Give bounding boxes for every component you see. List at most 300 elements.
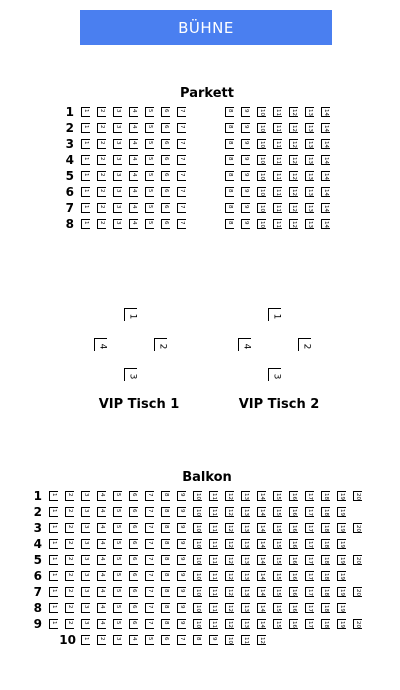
- parkett-seat[interactable]: [257, 139, 266, 149]
- balkon-seat[interactable]: [65, 491, 74, 501]
- parkett-seat[interactable]: [321, 139, 330, 149]
- balkon-seat[interactable]: [257, 603, 266, 613]
- balkon-seat[interactable]: [145, 587, 154, 597]
- parkett-seat[interactable]: [97, 139, 106, 149]
- balkon-seat[interactable]: [161, 603, 170, 613]
- parkett-seat[interactable]: [225, 203, 234, 213]
- parkett-seat[interactable]: [145, 203, 154, 213]
- balkon-seat[interactable]: [49, 603, 58, 613]
- parkett-seat[interactable]: [81, 203, 90, 213]
- parkett-seat[interactable]: [177, 139, 186, 149]
- parkett-seat[interactable]: [321, 107, 330, 117]
- balkon-seat[interactable]: [129, 635, 138, 645]
- parkett-seat[interactable]: [81, 171, 90, 181]
- balkon-seat[interactable]: [289, 603, 298, 613]
- parkett-seat[interactable]: [177, 123, 186, 133]
- balkon-seat[interactable]: [273, 539, 282, 549]
- balkon-seat[interactable]: [81, 539, 90, 549]
- balkon-seat[interactable]: [289, 507, 298, 517]
- balkon-seat[interactable]: [49, 619, 58, 629]
- balkon-seat[interactable]: [257, 635, 266, 645]
- balkon-seat[interactable]: [161, 491, 170, 501]
- balkon-seat[interactable]: [113, 571, 122, 581]
- balkon-seat[interactable]: [289, 523, 298, 533]
- parkett-seat[interactable]: [113, 203, 122, 213]
- balkon-seat[interactable]: [337, 507, 346, 517]
- parkett-seat[interactable]: [113, 123, 122, 133]
- balkon-seat[interactable]: [65, 539, 74, 549]
- parkett-seat[interactable]: [241, 203, 250, 213]
- parkett-seat[interactable]: [273, 107, 282, 117]
- parkett-seat[interactable]: [97, 107, 106, 117]
- parkett-seat[interactable]: [145, 187, 154, 197]
- balkon-seat[interactable]: [321, 539, 330, 549]
- balkon-seat[interactable]: [177, 491, 186, 501]
- parkett-seat[interactable]: [81, 123, 90, 133]
- balkon-seat[interactable]: [353, 555, 362, 565]
- balkon-seat[interactable]: [241, 491, 250, 501]
- parkett-seat[interactable]: [81, 107, 90, 117]
- balkon-seat[interactable]: [241, 523, 250, 533]
- balkon-seat[interactable]: [129, 555, 138, 565]
- balkon-seat[interactable]: [225, 523, 234, 533]
- balkon-seat[interactable]: [241, 635, 250, 645]
- balkon-seat[interactable]: [81, 523, 90, 533]
- balkon-seat[interactable]: [305, 491, 314, 501]
- parkett-seat[interactable]: [113, 107, 122, 117]
- vip-seat[interactable]: [268, 308, 281, 321]
- parkett-seat[interactable]: [225, 155, 234, 165]
- balkon-seat[interactable]: [97, 635, 106, 645]
- parkett-seat[interactable]: [257, 107, 266, 117]
- balkon-seat[interactable]: [193, 507, 202, 517]
- balkon-seat[interactable]: [161, 587, 170, 597]
- balkon-seat[interactable]: [49, 539, 58, 549]
- balkon-seat[interactable]: [97, 507, 106, 517]
- balkon-seat[interactable]: [81, 507, 90, 517]
- parkett-seat[interactable]: [305, 187, 314, 197]
- balkon-seat[interactable]: [49, 587, 58, 597]
- balkon-seat[interactable]: [113, 539, 122, 549]
- parkett-seat[interactable]: [321, 187, 330, 197]
- parkett-seat[interactable]: [289, 171, 298, 181]
- balkon-seat[interactable]: [81, 603, 90, 613]
- parkett-seat[interactable]: [273, 203, 282, 213]
- vip-seat[interactable]: [124, 368, 137, 381]
- balkon-seat[interactable]: [113, 523, 122, 533]
- balkon-seat[interactable]: [273, 603, 282, 613]
- parkett-seat[interactable]: [305, 219, 314, 229]
- balkon-seat[interactable]: [49, 523, 58, 533]
- parkett-seat[interactable]: [225, 123, 234, 133]
- parkett-seat[interactable]: [161, 155, 170, 165]
- parkett-seat[interactable]: [81, 139, 90, 149]
- parkett-seat[interactable]: [225, 107, 234, 117]
- balkon-seat[interactable]: [225, 587, 234, 597]
- parkett-seat[interactable]: [145, 155, 154, 165]
- balkon-seat[interactable]: [257, 507, 266, 517]
- parkett-seat[interactable]: [161, 171, 170, 181]
- vip-seat[interactable]: [94, 338, 107, 351]
- parkett-seat[interactable]: [305, 155, 314, 165]
- parkett-seat[interactable]: [145, 123, 154, 133]
- balkon-seat[interactable]: [145, 635, 154, 645]
- balkon-seat[interactable]: [273, 619, 282, 629]
- vip-seat[interactable]: [238, 338, 251, 351]
- balkon-seat[interactable]: [337, 555, 346, 565]
- balkon-seat[interactable]: [97, 571, 106, 581]
- parkett-seat[interactable]: [289, 187, 298, 197]
- parkett-seat[interactable]: [241, 123, 250, 133]
- balkon-seat[interactable]: [193, 555, 202, 565]
- parkett-seat[interactable]: [129, 123, 138, 133]
- balkon-seat[interactable]: [273, 523, 282, 533]
- parkett-seat[interactable]: [241, 139, 250, 149]
- parkett-seat[interactable]: [305, 123, 314, 133]
- parkett-seat[interactable]: [97, 187, 106, 197]
- balkon-seat[interactable]: [65, 507, 74, 517]
- balkon-seat[interactable]: [193, 635, 202, 645]
- balkon-seat[interactable]: [225, 571, 234, 581]
- parkett-seat[interactable]: [161, 107, 170, 117]
- balkon-seat[interactable]: [209, 587, 218, 597]
- balkon-seat[interactable]: [241, 587, 250, 597]
- balkon-seat[interactable]: [113, 587, 122, 597]
- balkon-seat[interactable]: [65, 523, 74, 533]
- parkett-seat[interactable]: [225, 187, 234, 197]
- parkett-seat[interactable]: [129, 139, 138, 149]
- balkon-seat[interactable]: [65, 587, 74, 597]
- balkon-seat[interactable]: [321, 507, 330, 517]
- balkon-seat[interactable]: [113, 555, 122, 565]
- parkett-seat[interactable]: [177, 107, 186, 117]
- parkett-seat[interactable]: [177, 219, 186, 229]
- parkett-seat[interactable]: [225, 139, 234, 149]
- balkon-seat[interactable]: [225, 555, 234, 565]
- parkett-seat[interactable]: [257, 123, 266, 133]
- parkett-seat[interactable]: [257, 219, 266, 229]
- parkett-seat[interactable]: [289, 203, 298, 213]
- parkett-seat[interactable]: [225, 219, 234, 229]
- balkon-seat[interactable]: [97, 587, 106, 597]
- balkon-seat[interactable]: [65, 619, 74, 629]
- balkon-seat[interactable]: [209, 571, 218, 581]
- parkett-seat[interactable]: [129, 203, 138, 213]
- balkon-seat[interactable]: [241, 619, 250, 629]
- parkett-seat[interactable]: [177, 187, 186, 197]
- balkon-seat[interactable]: [337, 603, 346, 613]
- balkon-seat[interactable]: [161, 619, 170, 629]
- parkett-seat[interactable]: [273, 219, 282, 229]
- parkett-seat[interactable]: [241, 219, 250, 229]
- balkon-seat[interactable]: [225, 491, 234, 501]
- parkett-seat[interactable]: [145, 219, 154, 229]
- balkon-seat[interactable]: [289, 587, 298, 597]
- balkon-seat[interactable]: [321, 523, 330, 533]
- balkon-seat[interactable]: [97, 491, 106, 501]
- balkon-seat[interactable]: [289, 555, 298, 565]
- balkon-seat[interactable]: [305, 603, 314, 613]
- balkon-seat[interactable]: [241, 603, 250, 613]
- parkett-seat[interactable]: [289, 219, 298, 229]
- parkett-seat[interactable]: [305, 171, 314, 181]
- balkon-seat[interactable]: [209, 523, 218, 533]
- parkett-seat[interactable]: [81, 219, 90, 229]
- balkon-seat[interactable]: [161, 507, 170, 517]
- parkett-seat[interactable]: [161, 139, 170, 149]
- balkon-seat[interactable]: [129, 571, 138, 581]
- parkett-seat[interactable]: [273, 187, 282, 197]
- parkett-seat[interactable]: [129, 187, 138, 197]
- balkon-seat[interactable]: [321, 587, 330, 597]
- parkett-seat[interactable]: [145, 171, 154, 181]
- vip-seat[interactable]: [124, 308, 137, 321]
- balkon-seat[interactable]: [49, 571, 58, 581]
- balkon-seat[interactable]: [177, 635, 186, 645]
- balkon-seat[interactable]: [225, 635, 234, 645]
- balkon-seat[interactable]: [193, 619, 202, 629]
- balkon-seat[interactable]: [177, 523, 186, 533]
- parkett-seat[interactable]: [321, 203, 330, 213]
- balkon-seat[interactable]: [225, 539, 234, 549]
- balkon-seat[interactable]: [241, 507, 250, 517]
- balkon-seat[interactable]: [321, 491, 330, 501]
- balkon-seat[interactable]: [145, 523, 154, 533]
- balkon-seat[interactable]: [289, 491, 298, 501]
- parkett-seat[interactable]: [289, 155, 298, 165]
- parkett-seat[interactable]: [113, 139, 122, 149]
- vip-seat[interactable]: [298, 338, 311, 351]
- balkon-seat[interactable]: [273, 571, 282, 581]
- balkon-seat[interactable]: [145, 507, 154, 517]
- balkon-seat[interactable]: [81, 555, 90, 565]
- balkon-seat[interactable]: [257, 571, 266, 581]
- balkon-seat[interactable]: [209, 491, 218, 501]
- balkon-seat[interactable]: [257, 587, 266, 597]
- parkett-seat[interactable]: [81, 187, 90, 197]
- balkon-seat[interactable]: [353, 523, 362, 533]
- parkett-seat[interactable]: [257, 155, 266, 165]
- parkett-seat[interactable]: [129, 171, 138, 181]
- balkon-seat[interactable]: [289, 619, 298, 629]
- parkett-seat[interactable]: [97, 123, 106, 133]
- balkon-seat[interactable]: [129, 603, 138, 613]
- balkon-seat[interactable]: [353, 587, 362, 597]
- balkon-seat[interactable]: [65, 603, 74, 613]
- balkon-seat[interactable]: [129, 491, 138, 501]
- balkon-seat[interactable]: [113, 507, 122, 517]
- parkett-seat[interactable]: [97, 203, 106, 213]
- balkon-seat[interactable]: [81, 491, 90, 501]
- balkon-seat[interactable]: [177, 587, 186, 597]
- balkon-seat[interactable]: [49, 491, 58, 501]
- balkon-seat[interactable]: [145, 603, 154, 613]
- balkon-seat[interactable]: [289, 571, 298, 581]
- balkon-seat[interactable]: [337, 523, 346, 533]
- balkon-seat[interactable]: [337, 587, 346, 597]
- parkett-seat[interactable]: [257, 187, 266, 197]
- parkett-seat[interactable]: [273, 171, 282, 181]
- balkon-seat[interactable]: [273, 555, 282, 565]
- balkon-seat[interactable]: [209, 555, 218, 565]
- vip-seat[interactable]: [154, 338, 167, 351]
- balkon-seat[interactable]: [305, 571, 314, 581]
- balkon-seat[interactable]: [81, 635, 90, 645]
- parkett-seat[interactable]: [113, 171, 122, 181]
- balkon-seat[interactable]: [177, 571, 186, 581]
- balkon-seat[interactable]: [209, 507, 218, 517]
- balkon-seat[interactable]: [257, 523, 266, 533]
- balkon-seat[interactable]: [177, 539, 186, 549]
- balkon-seat[interactable]: [97, 619, 106, 629]
- balkon-seat[interactable]: [305, 555, 314, 565]
- balkon-seat[interactable]: [145, 571, 154, 581]
- balkon-seat[interactable]: [113, 603, 122, 613]
- parkett-seat[interactable]: [161, 187, 170, 197]
- balkon-seat[interactable]: [225, 603, 234, 613]
- parkett-seat[interactable]: [305, 139, 314, 149]
- balkon-seat[interactable]: [321, 619, 330, 629]
- parkett-seat[interactable]: [97, 155, 106, 165]
- balkon-seat[interactable]: [97, 523, 106, 533]
- balkon-seat[interactable]: [305, 539, 314, 549]
- balkon-seat[interactable]: [273, 587, 282, 597]
- parkett-seat[interactable]: [321, 123, 330, 133]
- parkett-seat[interactable]: [305, 203, 314, 213]
- balkon-seat[interactable]: [161, 539, 170, 549]
- balkon-seat[interactable]: [257, 619, 266, 629]
- parkett-seat[interactable]: [161, 219, 170, 229]
- balkon-seat[interactable]: [353, 619, 362, 629]
- balkon-seat[interactable]: [145, 555, 154, 565]
- balkon-seat[interactable]: [65, 555, 74, 565]
- parkett-seat[interactable]: [289, 139, 298, 149]
- parkett-seat[interactable]: [177, 155, 186, 165]
- balkon-seat[interactable]: [97, 603, 106, 613]
- balkon-seat[interactable]: [289, 539, 298, 549]
- balkon-seat[interactable]: [305, 619, 314, 629]
- balkon-seat[interactable]: [321, 555, 330, 565]
- balkon-seat[interactable]: [225, 507, 234, 517]
- parkett-seat[interactable]: [257, 171, 266, 181]
- balkon-seat[interactable]: [113, 619, 122, 629]
- balkon-seat[interactable]: [145, 539, 154, 549]
- balkon-seat[interactable]: [193, 523, 202, 533]
- balkon-seat[interactable]: [225, 619, 234, 629]
- balkon-seat[interactable]: [241, 555, 250, 565]
- vip-seat[interactable]: [268, 368, 281, 381]
- balkon-seat[interactable]: [129, 523, 138, 533]
- balkon-seat[interactable]: [193, 539, 202, 549]
- balkon-seat[interactable]: [177, 603, 186, 613]
- balkon-seat[interactable]: [305, 507, 314, 517]
- balkon-seat[interactable]: [257, 555, 266, 565]
- balkon-seat[interactable]: [81, 587, 90, 597]
- balkon-seat[interactable]: [113, 635, 122, 645]
- parkett-seat[interactable]: [273, 155, 282, 165]
- parkett-seat[interactable]: [241, 155, 250, 165]
- parkett-seat[interactable]: [257, 203, 266, 213]
- parkett-seat[interactable]: [321, 171, 330, 181]
- balkon-seat[interactable]: [161, 635, 170, 645]
- parkett-seat[interactable]: [113, 155, 122, 165]
- balkon-seat[interactable]: [337, 491, 346, 501]
- parkett-seat[interactable]: [177, 203, 186, 213]
- balkon-seat[interactable]: [193, 571, 202, 581]
- balkon-seat[interactable]: [337, 539, 346, 549]
- parkett-seat[interactable]: [289, 107, 298, 117]
- parkett-seat[interactable]: [289, 123, 298, 133]
- balkon-seat[interactable]: [257, 491, 266, 501]
- balkon-seat[interactable]: [161, 555, 170, 565]
- parkett-seat[interactable]: [129, 155, 138, 165]
- parkett-seat[interactable]: [129, 219, 138, 229]
- parkett-seat[interactable]: [273, 123, 282, 133]
- balkon-seat[interactable]: [273, 491, 282, 501]
- balkon-seat[interactable]: [113, 491, 122, 501]
- parkett-seat[interactable]: [273, 139, 282, 149]
- balkon-seat[interactable]: [49, 555, 58, 565]
- parkett-seat[interactable]: [161, 203, 170, 213]
- balkon-seat[interactable]: [177, 507, 186, 517]
- balkon-seat[interactable]: [177, 555, 186, 565]
- balkon-seat[interactable]: [193, 587, 202, 597]
- balkon-seat[interactable]: [81, 571, 90, 581]
- parkett-seat[interactable]: [241, 187, 250, 197]
- balkon-seat[interactable]: [97, 539, 106, 549]
- balkon-seat[interactable]: [241, 571, 250, 581]
- parkett-seat[interactable]: [145, 107, 154, 117]
- balkon-seat[interactable]: [97, 555, 106, 565]
- balkon-seat[interactable]: [209, 635, 218, 645]
- balkon-seat[interactable]: [209, 603, 218, 613]
- balkon-seat[interactable]: [65, 571, 74, 581]
- balkon-seat[interactable]: [273, 507, 282, 517]
- balkon-seat[interactable]: [305, 587, 314, 597]
- balkon-seat[interactable]: [49, 507, 58, 517]
- balkon-seat[interactable]: [81, 619, 90, 629]
- balkon-seat[interactable]: [129, 619, 138, 629]
- balkon-seat[interactable]: [177, 619, 186, 629]
- parkett-seat[interactable]: [161, 123, 170, 133]
- parkett-seat[interactable]: [321, 219, 330, 229]
- parkett-seat[interactable]: [97, 171, 106, 181]
- balkon-seat[interactable]: [129, 507, 138, 517]
- balkon-seat[interactable]: [161, 571, 170, 581]
- balkon-seat[interactable]: [129, 587, 138, 597]
- parkett-seat[interactable]: [145, 139, 154, 149]
- parkett-seat[interactable]: [225, 171, 234, 181]
- parkett-seat[interactable]: [97, 219, 106, 229]
- balkon-seat[interactable]: [145, 619, 154, 629]
- balkon-seat[interactable]: [321, 603, 330, 613]
- parkett-seat[interactable]: [241, 171, 250, 181]
- balkon-seat[interactable]: [305, 523, 314, 533]
- parkett-seat[interactable]: [321, 155, 330, 165]
- balkon-seat[interactable]: [337, 619, 346, 629]
- parkett-seat[interactable]: [129, 107, 138, 117]
- parkett-seat[interactable]: [81, 155, 90, 165]
- parkett-seat[interactable]: [241, 107, 250, 117]
- parkett-seat[interactable]: [177, 171, 186, 181]
- balkon-seat[interactable]: [209, 539, 218, 549]
- balkon-seat[interactable]: [193, 491, 202, 501]
- balkon-seat[interactable]: [145, 491, 154, 501]
- parkett-seat[interactable]: [305, 107, 314, 117]
- balkon-seat[interactable]: [193, 603, 202, 613]
- balkon-seat[interactable]: [209, 619, 218, 629]
- balkon-seat[interactable]: [337, 571, 346, 581]
